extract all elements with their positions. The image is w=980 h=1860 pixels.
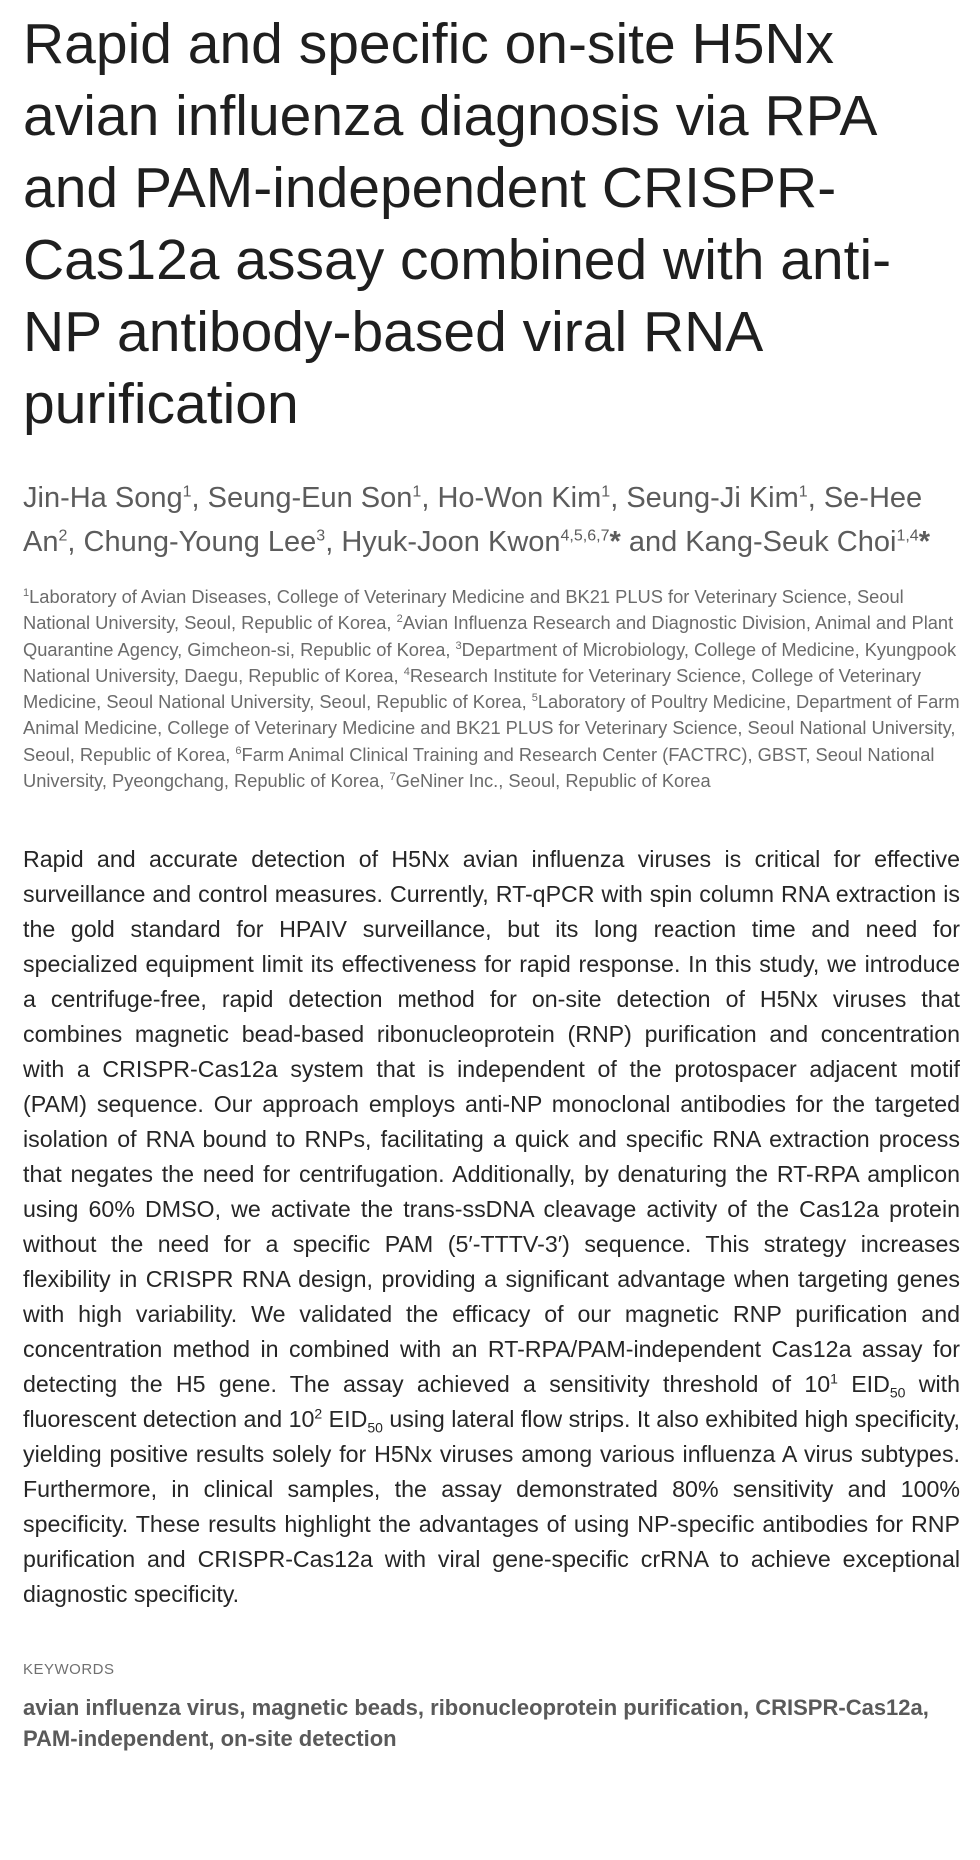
affiliation-number: 1: [23, 586, 30, 599]
exponent: 1: [830, 1370, 838, 1387]
article-page: [23, 0, 960, 1754]
affiliation-text: Department of Microbiology, College of Medicine, Kyungpook National University, Daegu, Republic of Korea,: [23, 638, 957, 686]
affiliation-text: Avian Influenza Research and Diagnostic Division, Animal and Plant Quarantine Agency, Gimcheon-si, Republic of Korea,: [23, 612, 954, 660]
author-name: Se-Hee An: [23, 482, 923, 558]
author-affiliation-marker: 1: [798, 483, 808, 501]
author-affiliation-marker: 1: [412, 483, 422, 501]
author-affiliation-marker: 2: [58, 527, 68, 545]
unit-label: EID: [322, 1406, 368, 1433]
unit-label: EID: [837, 1371, 890, 1398]
abstract-text: Rapid and accurate detection of H5Nx avian influenza viruses is critical for effective surveillance and control measures. Currently, RT-qPCR with spin column RNA extraction is the gold standard for HPAIV surveillance, but its long reaction time and need for specialized equipment limit its effectiveness for rapid response. In this study, we introduce a centrifuge-free, rapid detection method for on-site detection of H5Nx viruses that combines magnetic bead-based ribonucleoprotein (RNP) purification and concentration with a CRISPR-Cas12a system that is independent of the protospacer adjacent motif (PAM) sequence. Our approach employs anti-NP monoclonal antibodies for the targeted isolation of RNA bound to RNPs, facilitating a quick and specific RNA extraction process that negates the need for centrifugation. Additionally, by denaturing the RT-RPA amplicon using 60% DMSO, we activate the trans-ssDNA cleavage activity of the Cas12a protein without the need for a specific PAM (5′-TTTV-3′) sequence. This strategy increases flexibility in CRISPR RNA design, providing a significant advantage when targeting genes with high variability. We validated the efficacy of our magnetic RNP purification and concentration method in combined with an RT-RPA/PAM-independent Cas12a assay for detecting the H5 gene. The assay achieved a sensitivity threshold of: [23, 846, 960, 1398]
abstract: [23, 842, 960, 1612]
author-name: Chung-Young Lee: [83, 526, 317, 558]
author-name: Ho-Won Kim: [437, 482, 602, 514]
author-affiliation-marker: 1: [182, 483, 192, 501]
keywords-list: avian influenza virus, magnetic beads, ribonucleoprotein purification, CRISPR-Cas12a, PAM-independent, on-site detection: [23, 1695, 929, 1752]
author-name: Seung-Ji Kim: [626, 482, 799, 514]
exponent: 2: [314, 1405, 323, 1422]
affiliation-text: Laboratory of Poultry Medicine, Department of Farm Animal Medicine, College of Veterinary Medicine and BK21 PLUS for Veterinary Science, Seoul National University, Seoul, Republic of Korea,: [23, 691, 960, 765]
author-separator: ,: [191, 482, 208, 514]
author-separator: ,: [325, 526, 342, 558]
author-separator: and: [620, 526, 686, 558]
author-affiliation-marker: 1,4: [896, 527, 919, 545]
corresponding-author-marker: *: [918, 526, 930, 558]
author-separator: ,: [67, 526, 84, 558]
article-title: Rapid and specific on-site H5Nx avian influenza diagnosis via RPA and PAM-independent CRISPR-Cas12a assay combined with anti-NP antibody-based viral RNA purification: [23, 12, 892, 436]
author-separator: ,: [807, 482, 824, 514]
affiliation-text: GeNiner Inc., Seoul, Republic of Korea: [395, 770, 711, 792]
affiliation-number: 7: [389, 770, 396, 783]
author-name: Jin-Ha Song: [23, 482, 183, 514]
author-affiliation-marker: 3: [316, 527, 326, 545]
sensitivity-value-fluorescent: 10: [804, 1371, 831, 1398]
affiliation-text: Research Institute for Veterinary Science, College of Veterinary Medicine, Seoul National University, Seoul, Republic of Korea,: [23, 664, 921, 713]
corresponding-author-marker: *: [609, 526, 621, 558]
author-separator: ,: [421, 482, 438, 514]
author-name: Seung-Eun Son: [207, 482, 413, 514]
sensitivity-value-lateral-flow: 10: [288, 1406, 315, 1433]
affiliation-text: Farm Animal Clinical Training and Research Center (FACTRC), GBST, Seoul National University, Pyeongchang, Republic of Korea,: [23, 743, 935, 792]
author-name: Hyuk-Joon Kwon: [341, 526, 561, 558]
abstract-text: with fluorescent detection and: [23, 1371, 960, 1433]
author-name: Kang-Seuk Choi: [685, 526, 897, 558]
affiliation-number: 2: [396, 613, 403, 626]
abstract-text: using lateral flow strips. It also exhibited high specificity, yielding positive results solely for H5Nx viruses among various influenza A virus subtypes. Furthermore, in clinical samples, the assay demonstrated 80% sensitivity and 100% specificity. These results highlight the advantages of using NP-specific antibodies for RNP purification and CRISPR-Cas12a with viral gene-specific crRNA to achieve exceptional diagnostic specificity.: [23, 1406, 961, 1608]
affiliation-number: 5: [531, 692, 538, 705]
unit-subscript: 50: [889, 1385, 906, 1402]
author-list: [23, 476, 960, 564]
author-affiliation-marker: 4,5,6,7: [560, 527, 610, 545]
author-affiliation-marker: 1: [601, 483, 611, 501]
keywords-heading: KEYWORDS: [23, 1661, 115, 1679]
affiliation-number: 4: [403, 665, 410, 678]
affiliation-number: 3: [455, 639, 462, 652]
affiliation-text: Laboratory of Avian Diseases, College of Veterinary Medicine and BK21 PLUS for Veterinary Science, Seoul National University, Seoul, Republic of Korea,: [23, 586, 904, 634]
author-separator: ,: [610, 482, 627, 514]
unit-subscript: 50: [367, 1420, 383, 1437]
affiliation-number: 6: [235, 744, 242, 757]
affiliation-list: [23, 584, 960, 794]
